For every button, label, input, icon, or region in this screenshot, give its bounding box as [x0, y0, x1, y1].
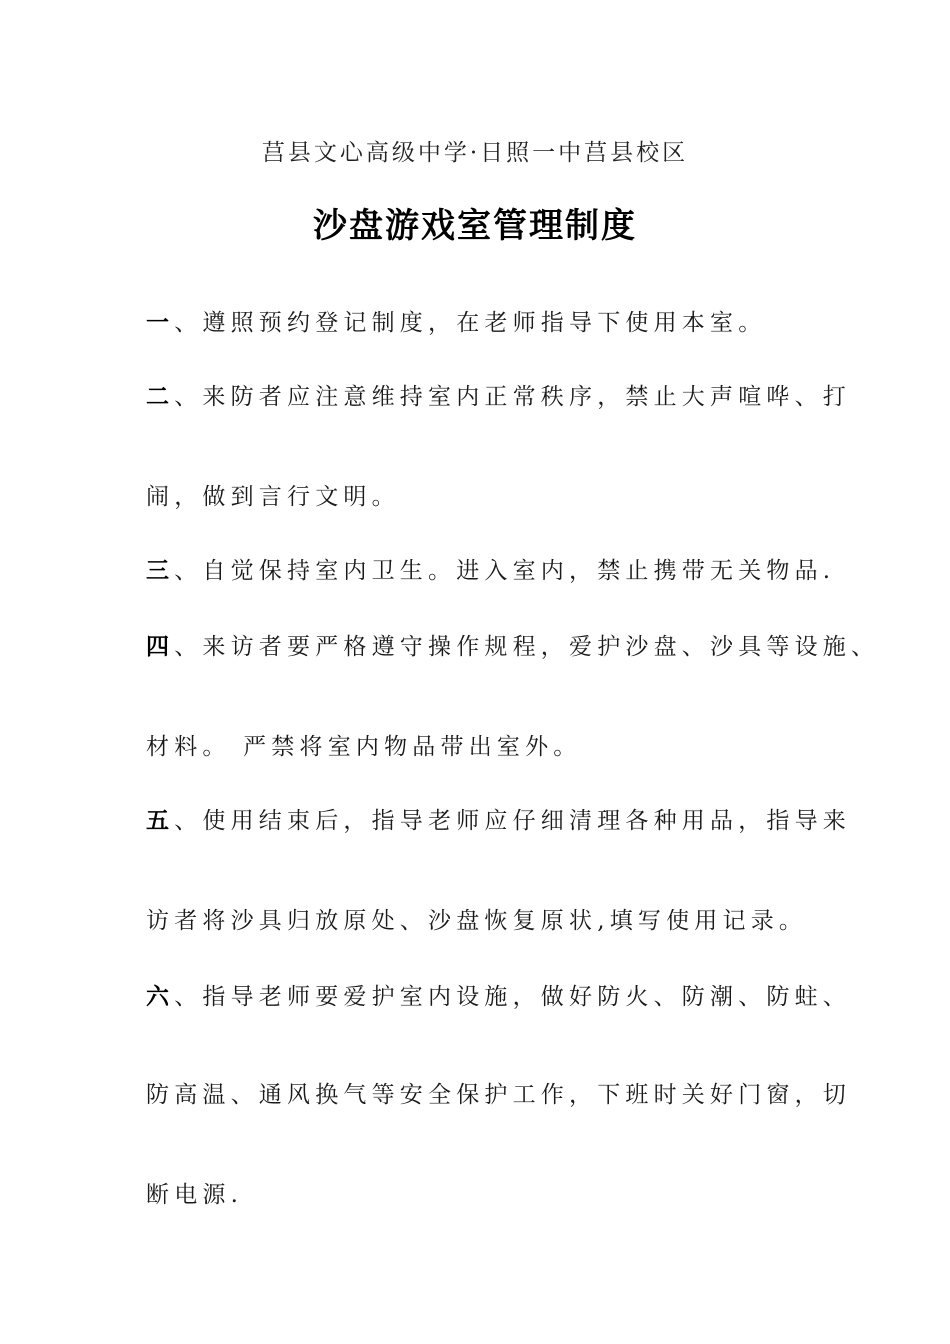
document-title: 沙盘游戏室管理制度	[313, 206, 637, 246]
rule-6-line-1	[146, 978, 851, 1011]
rule-3-line-1	[146, 552, 835, 585]
rule-5-number: 五	[146, 807, 175, 834]
rule-1-text: 、遵照预约登记制度，在老师指导下使用本室。	[174, 310, 767, 336]
rule-6-line-3: 断电源.	[146, 1182, 244, 1208]
rule-2-text: 、来防者应注意维持室内正常秩序，禁止大声喧哗、打	[174, 384, 852, 410]
rule-2-line-2: 闹，做到言行文明。	[146, 484, 400, 510]
rule-3-number: 三	[146, 557, 175, 584]
school-name: 莒县文心高级中学·日照一中莒县校区	[261, 140, 689, 166]
rule-4-line-1	[146, 628, 879, 661]
rule-5-text: 、使用结束后，指导老师应仔细清理各种用品，指导来	[174, 808, 852, 834]
rule-6-number: 六	[146, 983, 175, 1010]
rule-4-number: 四	[146, 633, 175, 660]
rule-4-text: 、来访者要严格遵守操作规程，爱护沙盘、沙具等设施、	[174, 634, 880, 660]
rule-5-line-1	[146, 802, 851, 835]
rule-6-text: 、指导老师要爱护室内设施，做好防火、防潮、防蛀、	[174, 984, 852, 1010]
rule-2-number: 二	[146, 383, 175, 410]
rule-3-text: 、自觉保持室内卫生。进入室内，禁止携带无关物品.	[174, 558, 836, 584]
rule-4-line-2: 材料。 严禁将室内物品带出室外。	[146, 734, 582, 760]
rule-2-line-1	[146, 378, 851, 411]
rule-1-number: 一	[146, 309, 175, 336]
rule-6-line-2: 防高温、通风换气等安全保护工作，下班时关好门窗，切	[146, 1082, 851, 1108]
rule-5-line-2: 访者将沙具归放原处、沙盘恢复原状,填写使用记录。	[146, 908, 808, 934]
rule-1-line-1	[146, 304, 766, 337]
